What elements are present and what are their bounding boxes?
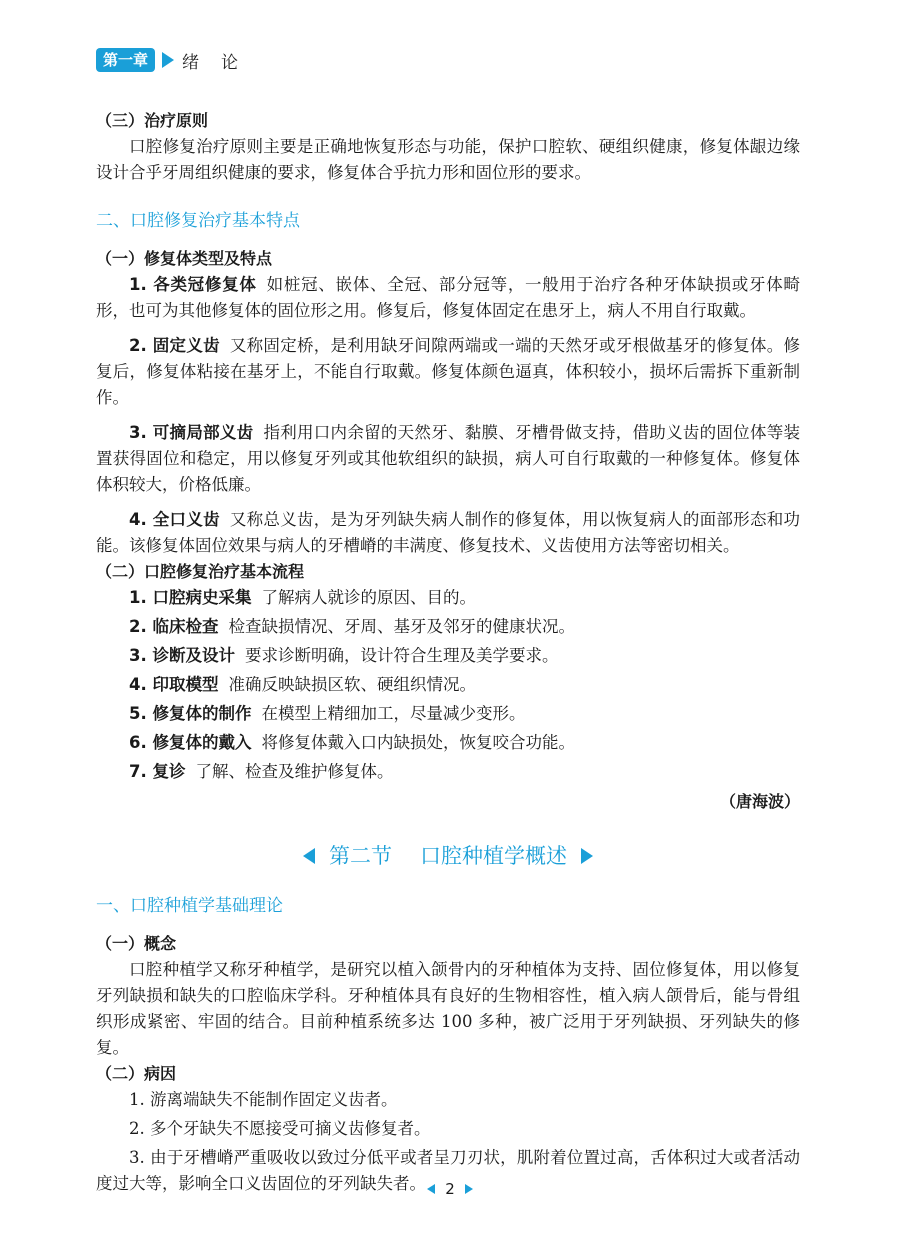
cause-heading: （二）病因	[96, 1064, 177, 1083]
cause-item: 1. 游离端缺失不能制作固定义齿者。	[129, 1090, 398, 1109]
arrow-right-icon	[581, 848, 593, 864]
running-header	[96, 47, 260, 73]
section-number: 第二节	[329, 844, 392, 868]
heading-implant-theory: 一、口腔种植学基础理论	[96, 896, 283, 916]
type-item: 2. 固定义齿 又称固定桥，是利用缺牙间隙两端或一端的天然牙或牙根做基牙的修复体。修复后，修复体粘接在基牙上，不能自行取戴。修复体颜色逼真，体积较小，损坏后需拆下重新制作。	[96, 336, 800, 407]
process-heading: （二）口腔修复治疗基本流程	[96, 562, 305, 581]
treatment-principle-heading: （三）治疗原则	[96, 111, 209, 130]
cause-item: 3. 由于牙槽嵴严重吸收以致过分低平或者呈刀刃状，肌附着位置过高，舌体积过大或者活动度过大等，影响全口义齿固位的牙列缺失者。	[96, 1148, 800, 1193]
cause-item: 2. 多个牙缺失不愿接受可摘义齿修复者。	[129, 1119, 431, 1138]
chapter-title: 绪论	[182, 52, 261, 73]
step-item: 4. 印取模型 准确反映缺损区软、硬组织情况。	[129, 675, 476, 694]
step-item: 6. 修复体的戴入 将修复体戴入口内缺损处，恢复咬合功能。	[129, 733, 575, 752]
next-page-icon	[465, 1184, 473, 1194]
section-title	[96, 841, 800, 871]
type-item: 3. 可摘局部义齿 指利用口内余留的天然牙、黏膜、牙槽骨做支持，借助义齿的固位体等装置获得固位和稳定，用以修复牙列或其他软组织的缺损，病人可自行取戴的一种修复体。修复体体积较大，价格低廉。	[96, 423, 801, 494]
author-credit: （唐海波）	[719, 792, 800, 811]
page-number: 2	[445, 1180, 455, 1198]
step-item: 5. 修复体的制作 在模型上精细加工，尽量减少变形。	[129, 704, 526, 723]
prev-page-icon	[427, 1184, 435, 1194]
heading-treatment-features: 二、口腔修复治疗基本特点	[96, 211, 300, 231]
treatment-principle-text: 口腔修复治疗原则主要是正确地恢复形态与功能，保护口腔软、硬组织健康，修复体龈边缘设计合乎牙周组织健康的要求，修复体合乎抗力形和固位形的要求。	[96, 137, 800, 182]
step-item: 7. 复诊 了解、检查及维护修复体。	[129, 762, 394, 781]
step-item: 2. 临床检查 检查缺损情况、牙周、基牙及邻牙的健康状况。	[129, 617, 575, 636]
concept-text: 口腔种植学又称牙种植学，是研究以植入颌骨内的牙种植体为支持、固位修复体，用以修复牙列缺损和缺失的口腔临床学科。牙种植体具有良好的生物相容性，植入病人颌骨后，能与骨组织形成紧密、牢固的结合。目前种植系统多达 100 多种，被广泛用于牙列缺损、牙列缺失的修复。	[96, 960, 800, 1057]
page-footer	[0, 1180, 900, 1198]
page-content	[96, 96, 800, 1197]
restoration-types-heading: （一）修复体类型及特点	[96, 249, 273, 268]
step-item: 1. 口腔病史采集 了解病人就诊的原因、目的。	[129, 588, 476, 607]
type-item: 1. 各类冠修复体 如桩冠、嵌体、全冠、部分冠等，一般用于治疗各种牙体缺损或牙体畸形，也可为其他修复体的固位形之用。修复后，修复体固定在患牙上，病人不用自行取戴。	[96, 275, 801, 320]
concept-heading: （一）概念	[96, 934, 177, 953]
step-item: 3. 诊断及设计 要求诊断明确，设计符合生理及美学要求。	[129, 646, 559, 665]
chapter-badge: 第一章	[96, 48, 155, 72]
type-item: 4. 全口义齿 又称总义齿，是为牙列缺失病人制作的修复体，用以恢复病人的面部形态和功能。该修复体固位效果与病人的牙槽嵴的丰满度、修复技术、义齿使用方法等密切相关。	[96, 510, 800, 555]
section-name: 口腔种植学概述	[420, 844, 567, 868]
arrow-right-icon	[162, 52, 174, 68]
arrow-left-icon	[303, 848, 315, 864]
